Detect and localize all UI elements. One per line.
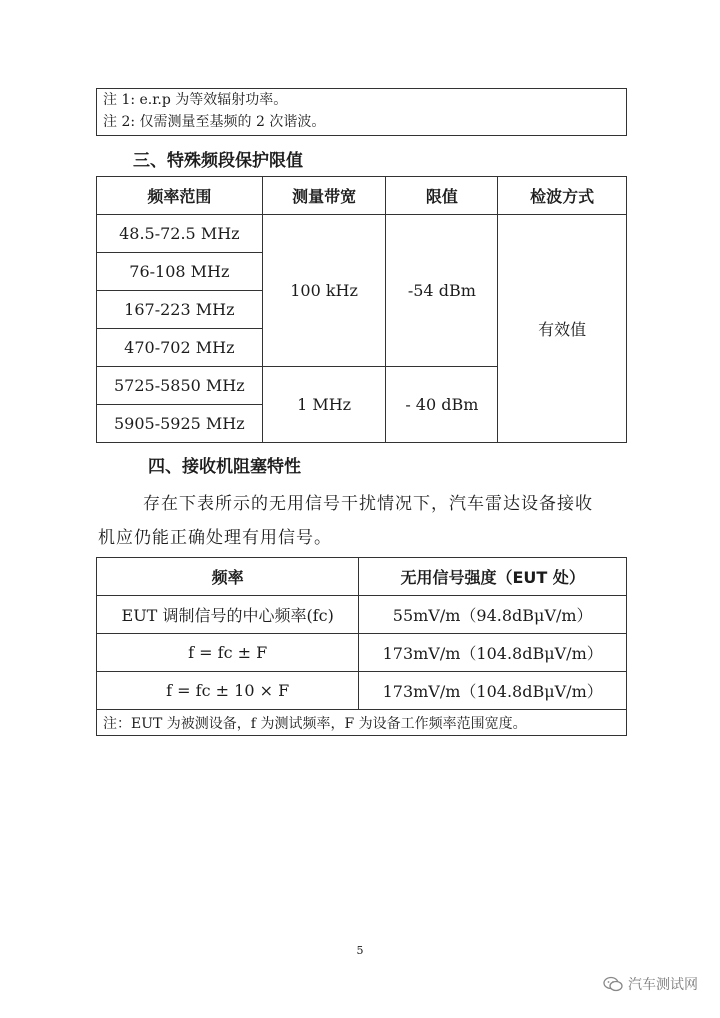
table-row <box>97 672 627 710</box>
notes-box <box>96 88 627 136</box>
header-signal-strength: 无用信号强度（EUT 处） <box>359 558 627 596</box>
note-1: 注 1: e.r.p 为等效辐射功率。 <box>103 92 288 108</box>
freq-range-cell: 470-702 MHz <box>97 329 263 367</box>
frequency-cell: f = fc ± F <box>97 634 359 672</box>
header-freq-range: 频率范围 <box>97 177 263 215</box>
table-header-row <box>97 558 627 596</box>
note-2: 注 2: 仅需测量至基频的 2 次谐波。 <box>103 114 326 130</box>
table-row <box>97 596 627 634</box>
freq-range-cell: 5905-5925 MHz <box>97 405 263 443</box>
freq-range-cell: 167-223 MHz <box>97 291 263 329</box>
bandwidth-cell: 100 kHz <box>262 215 386 367</box>
limit-cell: -54 dBm <box>386 215 498 367</box>
table-header-row <box>97 177 627 215</box>
freq-range-cell: 48.5-72.5 MHz <box>97 215 263 253</box>
header-bandwidth: 测量带宽 <box>262 177 386 215</box>
watermark <box>603 974 698 994</box>
wechat-icon <box>603 976 623 992</box>
signal-strength-cell: 55mV/m（94.8dBμV/m） <box>359 596 627 634</box>
frequency-cell: EUT 调制信号的中心频率(fc) <box>97 596 359 634</box>
receiver-blocking-table <box>96 557 627 736</box>
table-note-row <box>97 710 627 736</box>
detector-cell: 有效值 <box>498 215 627 443</box>
bandwidth-cell: 1 MHz <box>262 367 386 443</box>
limit-cell: - 40 dBm <box>386 367 498 443</box>
freq-range-cell: 76-108 MHz <box>97 253 263 291</box>
protection-limits-table <box>96 176 627 443</box>
paragraph-line-1: 存在下表所示的无用信号干扰情况下，汽车雷达设备接收 <box>143 494 593 514</box>
table-row <box>97 634 627 672</box>
section3-heading: 三、特殊频段保护限值 <box>133 151 303 171</box>
page-number: 5 <box>356 944 364 957</box>
header-frequency: 频率 <box>97 558 359 596</box>
table-note: 注：EUT 为被测设备，f 为测试频率，F 为设备工作频率范围宽度。 <box>97 710 627 736</box>
watermark-text: 汽车测试网 <box>628 977 698 993</box>
signal-strength-cell: 173mV/m（104.8dBμV/m） <box>359 672 627 710</box>
paragraph-line-2: 机应仍能正确处理有用信号。 <box>98 528 332 548</box>
header-detector: 检波方式 <box>498 177 627 215</box>
signal-strength-cell: 173mV/m（104.8dBμV/m） <box>359 634 627 672</box>
header-limit: 限值 <box>386 177 498 215</box>
frequency-cell: f = fc ± 10 × F <box>97 672 359 710</box>
freq-range-cell: 5725-5850 MHz <box>97 367 263 405</box>
section4-heading: 四、接收机阻塞特性 <box>148 457 301 477</box>
table-row <box>97 215 627 253</box>
